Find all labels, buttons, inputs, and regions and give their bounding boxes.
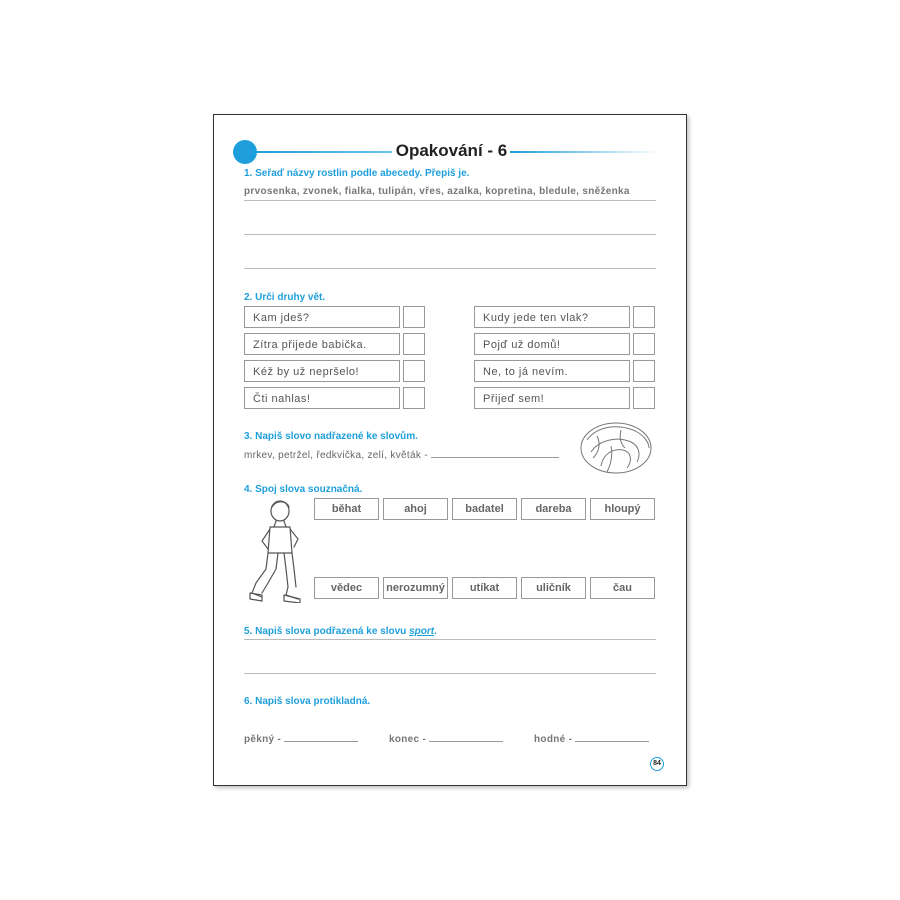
sentence-box: Čti nahlas! — [244, 387, 400, 409]
answer-line[interactable] — [431, 448, 559, 458]
sentence-box: Pojď už domů! — [474, 333, 630, 355]
word-box[interactable]: ahoj — [383, 498, 448, 520]
answer-box[interactable] — [633, 387, 655, 409]
task1-heading: 1. Seřaď názvy rostlin podle abecedy. Přepiš je. — [244, 168, 470, 179]
title-divider-right — [510, 151, 660, 153]
answer-line[interactable] — [244, 268, 656, 269]
antonym-word: hodné - — [534, 734, 573, 745]
answer-box[interactable] — [403, 333, 425, 355]
antonym-item — [534, 732, 649, 745]
sentence-box: Přijeď sem! — [474, 387, 630, 409]
answer-box[interactable] — [633, 333, 655, 355]
answer-line[interactable] — [284, 732, 358, 742]
antonym-word: pěkný - — [244, 734, 282, 745]
task6-heading: 6. Napiš slova protikladná. — [244, 696, 371, 707]
sentence-box: Kudy jede ten vlak? — [474, 306, 630, 328]
sentence-box: Kéž by už nepršelo! — [244, 360, 400, 382]
word-box[interactable]: dareba — [521, 498, 586, 520]
word-box[interactable]: čau — [590, 577, 655, 599]
task3-line — [244, 448, 559, 461]
word-box[interactable]: utíkat — [452, 577, 517, 599]
task5-heading-end: . — [434, 626, 437, 637]
task3-words: mrkev, petržel, ředkvička, zelí, květák - — [244, 450, 428, 461]
answer-line[interactable] — [429, 732, 503, 742]
answer-line[interactable] — [244, 234, 656, 235]
task5-heading — [244, 626, 437, 637]
task2-heading: 2. Urči druhy vět. — [244, 292, 326, 303]
answer-box[interactable] — [403, 360, 425, 382]
answer-box[interactable] — [633, 360, 655, 382]
antonym-word: konec - — [389, 734, 427, 745]
page-number: 84 — [650, 757, 664, 771]
answer-line[interactable] — [244, 639, 656, 640]
answer-box[interactable] — [403, 306, 425, 328]
worksheet-page — [213, 114, 687, 786]
sentence-box: Ne, to já nevím. — [474, 360, 630, 382]
answer-box[interactable] — [403, 387, 425, 409]
sentence-box: Kam jdeš? — [244, 306, 400, 328]
page-title: Opakování - 6 — [395, 141, 508, 160]
task1-words: prvosenka, zvonek, fialka, tulipán, vřes, azalka, kopretina, bledule, sněženka — [244, 186, 630, 197]
word-box[interactable]: hloupý — [590, 498, 655, 520]
answer-line[interactable] — [244, 200, 656, 201]
cabbage-icon — [577, 418, 655, 476]
word-box[interactable]: běhat — [314, 498, 379, 520]
answer-line[interactable] — [575, 732, 649, 742]
answer-line[interactable] — [244, 673, 656, 674]
sentence-box: Zítra přijede babička. — [244, 333, 400, 355]
task4-heading: 4. Spoj slova souznačná. — [244, 484, 363, 495]
title-divider-left — [254, 151, 392, 153]
word-box[interactable]: uličník — [521, 577, 586, 599]
task5-heading-text: 5. Napiš slova podřazená ke slovu — [244, 626, 410, 637]
antonym-item — [389, 732, 503, 745]
word-box[interactable]: nerozumný — [383, 577, 448, 599]
running-boy-icon — [248, 497, 308, 603]
task3-heading: 3. Napiš slovo nadřazené ke slovům. — [244, 431, 418, 442]
task5-keyword: sport — [409, 626, 435, 637]
answer-box[interactable] — [633, 306, 655, 328]
word-box[interactable]: vědec — [314, 577, 379, 599]
word-box[interactable]: badatel — [452, 498, 517, 520]
antonym-item — [244, 732, 358, 745]
